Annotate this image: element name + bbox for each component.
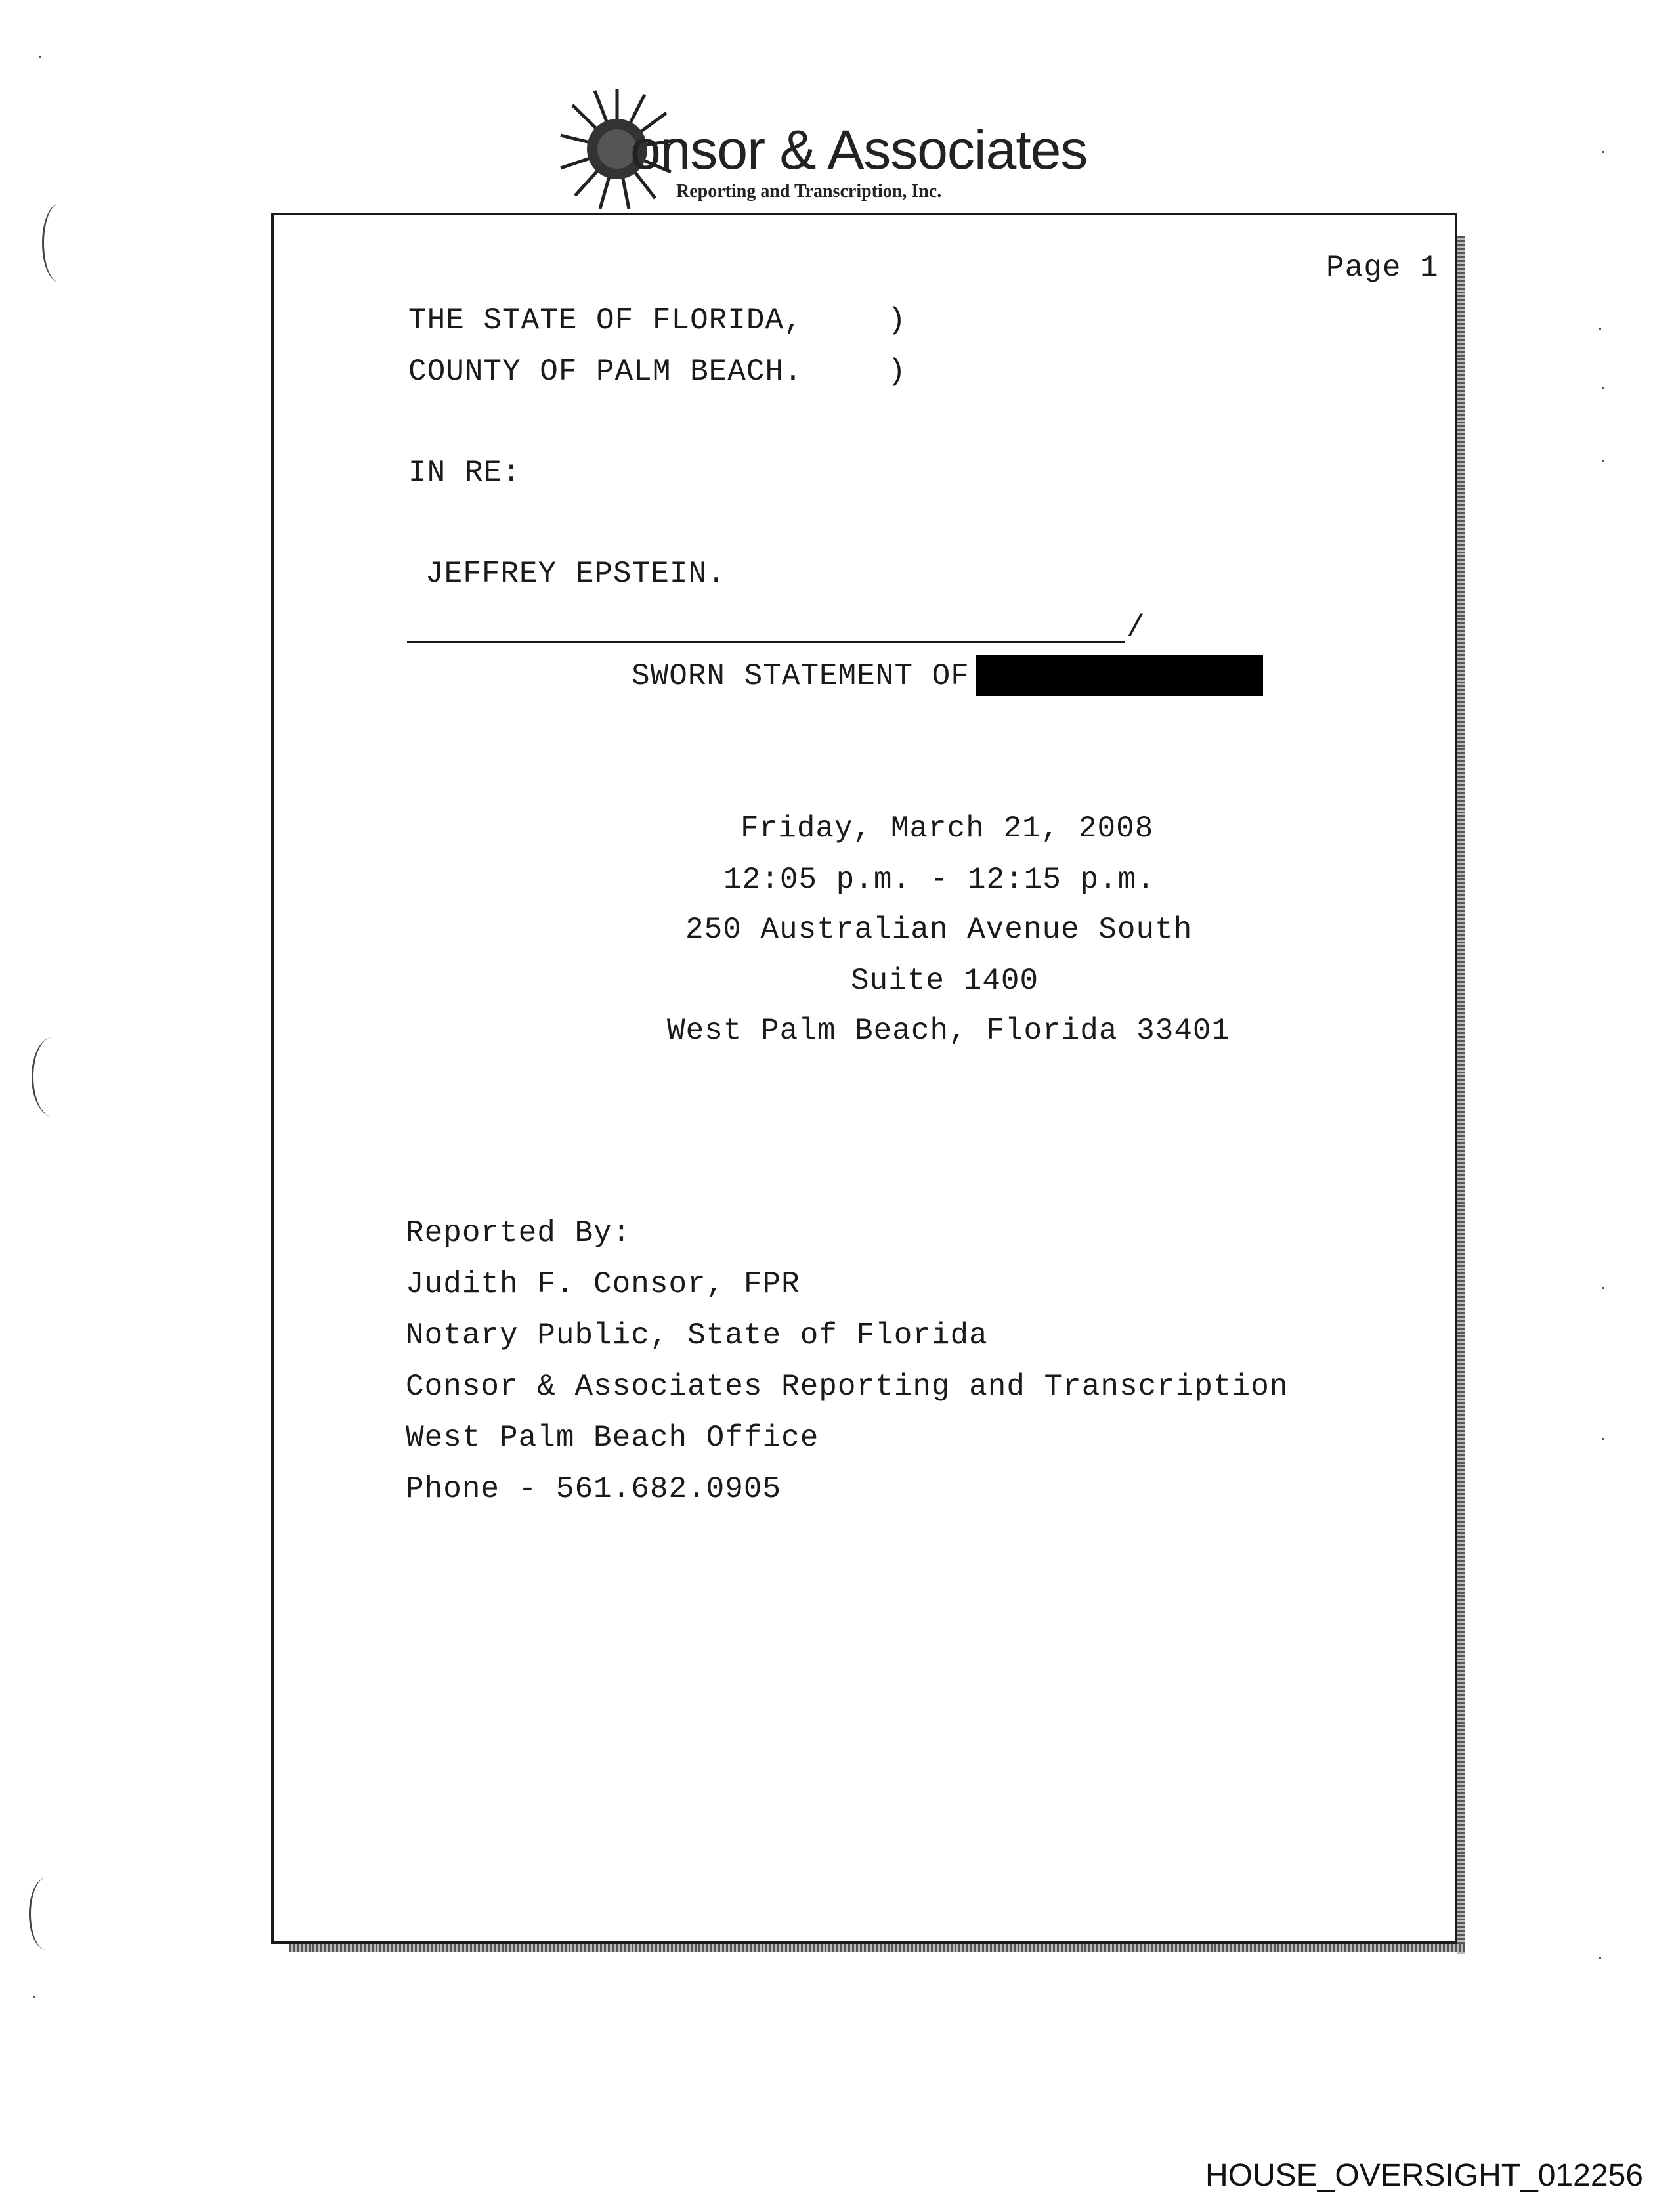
session-date: Friday, March 21, 2008 <box>740 812 1154 846</box>
reporter-office: West Palm Beach Office <box>406 1421 819 1455</box>
session-address-street: 250 Australian Avenue South <box>685 913 1193 947</box>
scan-speck <box>1602 1287 1604 1289</box>
caption-slash: / <box>1127 611 1146 645</box>
reporter-heading: Reported By: <box>406 1216 632 1250</box>
punch-hole-mark-2 <box>32 1037 73 1116</box>
reporter-title: Notary Public, State of Florida <box>406 1318 988 1353</box>
party-name: JEFFREY EPSTEIN. <box>425 557 726 591</box>
caption-county: COUNTY OF PALM BEACH. <box>408 355 803 389</box>
caption-rule <box>407 641 1125 643</box>
frame-shadow-bottom <box>289 1944 1465 1952</box>
scan-speck <box>1599 1957 1601 1959</box>
scan-speck <box>39 56 41 58</box>
caption-state: THE STATE OF FLORIDA, <box>408 303 803 337</box>
scan-speck <box>1602 1438 1604 1440</box>
logo-name: onsor & Associates <box>630 119 1088 181</box>
page-number: Page 1 <box>1326 251 1439 285</box>
bates-number: HOUSE_OVERSIGHT_012256 <box>1205 2158 1643 2193</box>
punch-hole-mark-1 <box>42 204 77 282</box>
redaction-block <box>976 655 1263 696</box>
caption-paren-1: ) <box>888 303 907 337</box>
frame-shadow-right <box>1457 236 1465 1954</box>
scan-speck <box>1602 387 1604 389</box>
session-time: 12:05 p.m. - 12:15 p.m. <box>723 863 1155 897</box>
reporter-phone: Phone - 561.682.0905 <box>406 1472 782 1506</box>
caption-paren-2: ) <box>888 355 907 389</box>
session-address-city: West Palm Beach, Florida 33401 <box>667 1014 1231 1048</box>
statement-title: SWORN STATEMENT OF <box>632 659 970 693</box>
in-re-label: IN RE: <box>408 456 521 490</box>
scan-speck <box>1599 328 1601 330</box>
reporter-firm: Consor & Associates Reporting and Transcription <box>406 1370 1289 1404</box>
scan-speck <box>1602 151 1604 153</box>
session-address-suite: Suite 1400 <box>851 964 1039 998</box>
scan-speck <box>1602 460 1604 462</box>
reporter-name: Judith F. Consor, FPR <box>406 1267 800 1301</box>
logo-tagline: Reporting and Transcription, Inc. <box>676 181 942 202</box>
punch-hole-mark-3 <box>29 1878 64 1950</box>
scan-speck <box>33 1996 35 1998</box>
